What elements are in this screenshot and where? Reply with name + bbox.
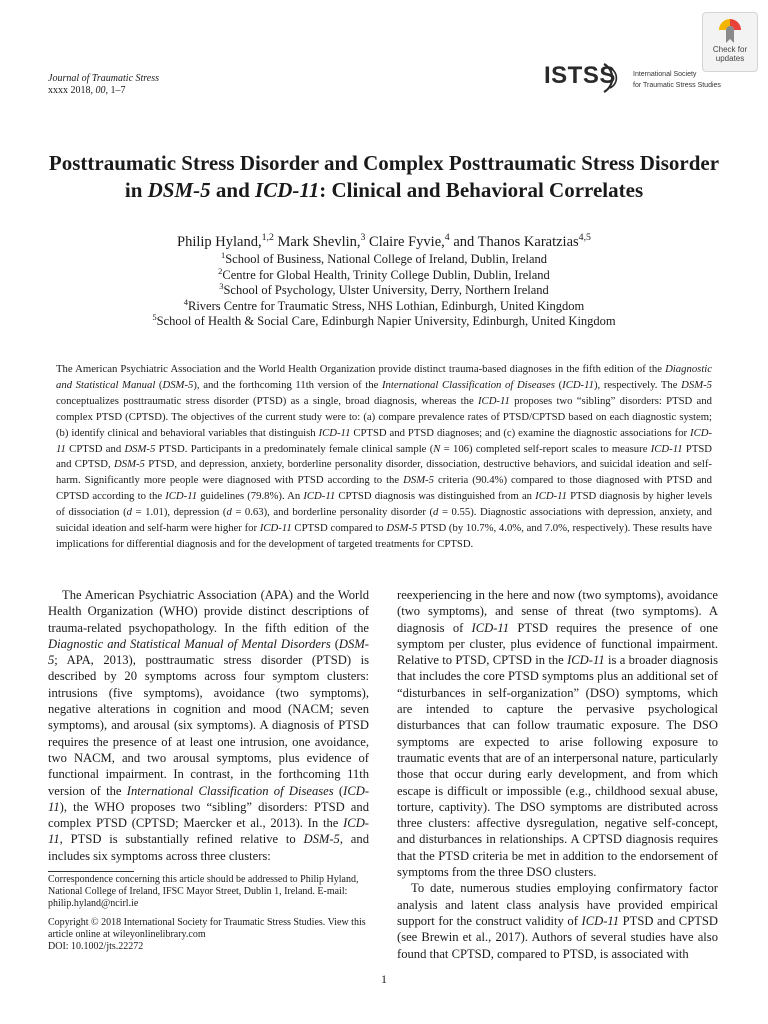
- author: Philip Hyland,$^{1,2}$: [177, 232, 274, 250]
- istss-logo: [544, 60, 724, 102]
- affiliation: $^1$School of Business, National College of Ireland, Dublin, Ireland: [220, 249, 548, 266]
- check-for-updates-line2: updates: [715, 54, 745, 63]
- check-for-updates-line1: Check for: [712, 45, 748, 54]
- body-column-left: [48, 587, 369, 864]
- body-paragraph: To date, numerous studies employing confirmatory factor analysis and latent class analysis have provided empirical support for the construct validity of ICD-11 PTSD and CPTSD (see Brewin et al., 2017). Authors of several studies have also found that CPTSD, compared to PTSD, is associated with: [397, 881, 719, 961]
- affiliation: $^4$Rivers Centre for Traumatic Stress, NHS Lothian, Edinburgh, United Kingdom: [183, 296, 585, 313]
- affiliation-list: [40, 249, 728, 330]
- journal-name: Journal of Traumatic Stress: [48, 73, 160, 84]
- author: Claire Fyvie,$^4$: [365, 232, 450, 250]
- article-title: Posttraumatic Stress Disorder and Complex Posttraumatic Stress Disorder in DSM-5 and ICD-11: Clinical and Behavioral Correlates: [48, 151, 720, 202]
- copyright-footnote: [48, 917, 374, 952]
- affiliation: $^3$School of Psychology, Ulster University, Derry, Northern Ireland: [219, 281, 549, 298]
- body-paragraph: reexperiencing in the here and now (two symptoms), avoidance (two symptoms), and sense of threat (two symptoms). A diagnosis of ICD-11 PTSD requires the presence of one symptom per cluster, plus evidence of functional impairment. Relative to PTSD, CPTSD in the ICD-11 is a broader diagnosis that includes the core PTSD symptoms plus an additional set of “disturbances in self-organization” (DSO) symptoms, which are intended to capture the pervasive psychological disturbances that can follow traumatic exposure. The DSO symptoms are expected to arise following exposure to traumatic events that are of an interpersonal nature, particularly those that occur during early development, and from which escape is difficult or impossible (e.g., childhood sexual abuse, torture, captivity). The DSO symptoms are distributed across three clusters: affective dysregulation, negative self-concept, and disturbances in relationships. A CPTSD diagnosis requires that the PTSD criteria be met in addition to the endorsement of symptoms from the three DSO clusters.: [397, 588, 718, 880]
- crossmark-icon: [718, 18, 742, 44]
- check-for-updates-badge[interactable]: [702, 12, 758, 72]
- author-list: [40, 233, 728, 251]
- author: and Thanos Karatzias$^{4,5}$: [449, 232, 591, 250]
- istss-logo-tagline: International Society for Traumatic Stress Studies: [633, 71, 721, 89]
- abstract: The American Psychiatric Association and the World Health Organization provide distinct trauma-based diagnoses in the fifth edition of the Diagnostic and Statistical Manual (DSM-5), and the forthcoming 11th version of the International Classification of Diseases (ICD-11), respectively. The DSM-5 conceptualizes posttraumatic stress disorder (PTSD) as a single, broad diagnosis, whereas the ICD-11 proposes two “sibling” disorders: PTSD and complex PTSD (CPTSD). The objectives of the current study were to: (a) compare prevalence rates of PTSD/CPTSD based on each diagnostic system; (b) identify clinical and behavioral variables that distinguish ICD-11 CPTSD and PTSD diagnoses; and (c) examine the diagnostic associations for ICD-11 CPTSD and DSM-5 PTSD. Participants in a predominately female clinical sample (N = 106) completed self-report scales to measure ICD-11 PTSD and CPTSD, DSM-5 PTSD, and depression, anxiety, borderline personality disorder, dissociation, destructive behaviors, and suicidal ideation and self-harm. Significantly more people were diagnosed with PTSD according to the DSM-5 criteria (90.4%) compared to those diagnosed with PTSD and CPTSD according to the ICD-11 guidelines (79.8%). An ICD-11 CPTSD diagnosis was distinguished from an ICD-11 PTSD diagnosis by higher levels of dissociation (d = 1.01), depression (d = 0.63), and borderline personality disorder (d = 0.55). Diagnostic associations with depression, anxiety, and suicidal ideation and self-harm were higher for ICD-11 CPTSD compared to DSM-5 PTSD (by 10.7%, 4.0%, and 7.0%, respectively). These results have implications for differential diagnosis and for the development of targeted treatments for CPTSD.: [56, 363, 713, 550]
- istss-logo-arc-icon: [598, 60, 634, 96]
- page-number: 1: [381, 972, 387, 986]
- doi-text: DOI: 10.1002/jts.22272: [48, 940, 144, 952]
- journal-volume: xxxx 2018, 00, 1–7: [48, 85, 126, 96]
- body-paragraph: The American Psychiatric Association (APA) and the World Health Organization (WHO) provide distinct descriptions of trauma-related psychopathology. In the fifth edition of the Diagnostic and Statistical Manual of Mental Disorders (DSM-5; APA, 2013), posttraumatic stress disorder (PTSD) is described by 20 symptoms across four symptom clusters: intrusions (five symptoms), avoidance (two symptoms), negative alterations in cognition and mood (NACM; seven symptoms), and arousal (six symptoms). A diagnosis of PTSD requires the presence of at least one intrusion, one avoidance, two NACM, and two arousal symptoms, plus evidence of functional impairment. In contrast, in the forthcoming 11th version of the International Classification of Diseases (ICD-11), the WHO proposes two “sibling” disorders: PTSD and complex PTSD (CPTSD; Maercker et al., 2013). In the ICD-11, PTSD is substantially refined relative to DSM-5, and includes six symptoms across three clusters:: [48, 588, 370, 863]
- copyright-text: Copyright © 2018 International Society for Traumatic Stress Studies. View this article online at wileyonlinelibrary.com: [48, 917, 366, 940]
- author: Mark Shevlin,$^3$: [273, 232, 366, 250]
- correspondence-footnote: Correspondence concerning this article should be addressed to Philip Hyland, National College of Ireland, IFSC Mayor Street, Dublin 1, Ireland. E-mail: philip.hyland@ncirl.ie: [48, 874, 359, 909]
- affiliation: $^5$School of Health & Social Care, Edinburgh Napier University, Edinburgh, United Kingdom: [152, 312, 616, 329]
- journal-citation: [48, 73, 159, 97]
- body-column-right: [397, 587, 718, 962]
- istss-logo-text: ISTSS: [544, 62, 616, 89]
- affiliation: $^2$Centre for Global Health, Trinity College Dublin, Dublin, Ireland: [218, 265, 550, 282]
- footnote-divider: [48, 871, 134, 872]
